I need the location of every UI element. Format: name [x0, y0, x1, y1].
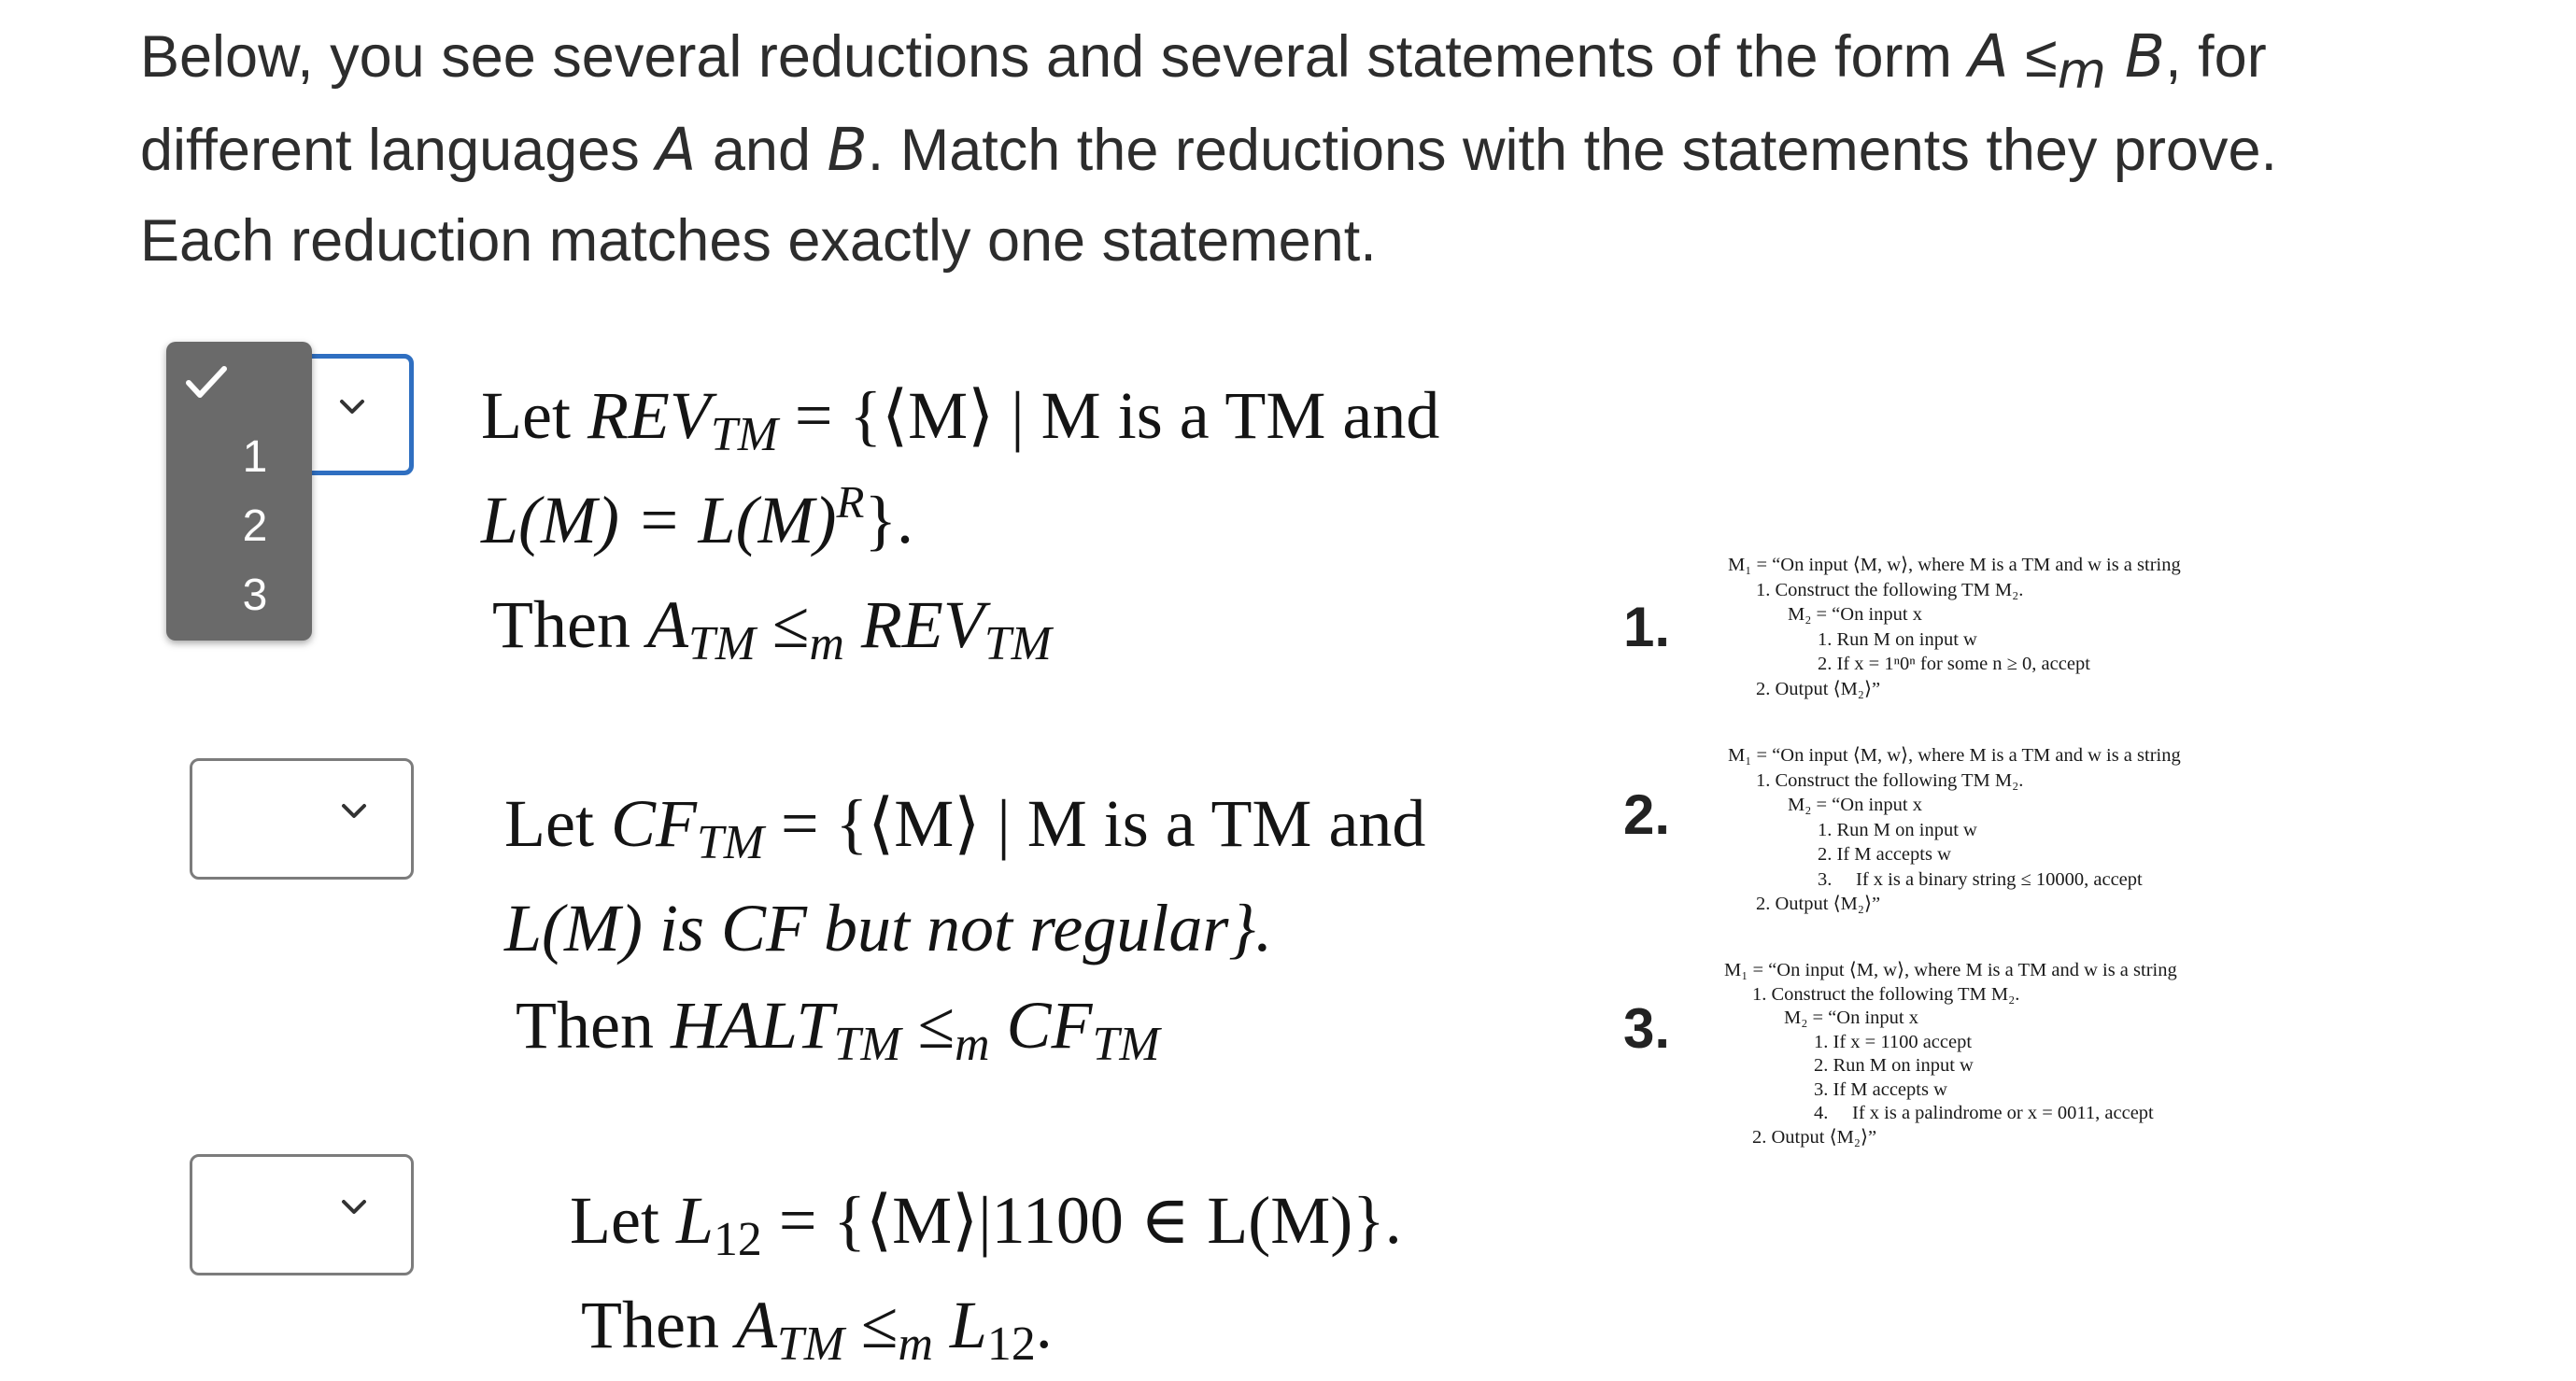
reduction-number-1: 1.	[1623, 596, 1671, 658]
reduction-line: M₂ = “On input x	[1784, 1008, 1918, 1028]
reduction-line: M₂ = “On input x	[1788, 795, 1922, 815]
reduction-number-2: 2.	[1623, 783, 1671, 846]
reduction-line: M₂ = “On input x	[1788, 604, 1922, 625]
statement-3	[570, 1172, 1402, 1381]
reduction-line: 3. If x is a binary string ≤ 10000, accept	[1818, 868, 2143, 890]
reduction-line: 2. Run M on input w	[1814, 1055, 1974, 1076]
reduction-line: 4. If x is a palindrome or x = 0011, accept	[1814, 1103, 2154, 1123]
reduction-line: 2. Output ⟨M₂⟩”	[1752, 1126, 1877, 1148]
chevron-down-icon	[336, 391, 368, 423]
chevron-down-icon	[338, 796, 370, 827]
statement-claim: Then ATM ≤m L12.	[581, 1288, 1053, 1372]
reduction-line: 2. Output ⟨M₂⟩”	[1756, 894, 1881, 914]
chevron-down-icon	[338, 1191, 370, 1223]
statement-claim: Then HALTTM ≤m CFTM	[516, 988, 1160, 1072]
statement-definition-cont: $L(M) = L(M)^R$}.	[481, 476, 913, 557]
reduction-2	[1728, 743, 2181, 917]
reduction-line: 1. Construct the following TM M₂.	[1756, 769, 2024, 791]
statement-2	[504, 775, 1425, 1081]
reduction-number-3: 3.	[1623, 997, 1671, 1060]
statement-definition: Let REVTM = {⟨M⟩ | M is a TM and	[481, 378, 1440, 462]
reduction-line: M₁ = “On input ⟨M, w⟩, where M is a TM and w is a string	[1724, 960, 2177, 980]
instructions-line-1: Below, you see several reductions and several statements of the form A ≤m B, for	[140, 22, 2267, 100]
match-select-3[interactable]	[190, 1154, 414, 1275]
checkmark-icon	[185, 364, 228, 402]
reduction-line: 1. Construct the following TM M₂.	[1752, 983, 2020, 1005]
instructions-line-3: Each reduction matches exactly one statement.	[140, 208, 1377, 274]
reduction-line: 1. Construct the following TM M₂.	[1756, 579, 2024, 600]
reduction-line: 1. Run M on input w	[1818, 819, 1977, 840]
reduction-line: M₁ = “On input ⟨M, w⟩, where M is a TM and w is a string	[1728, 745, 2181, 766]
statement-1	[481, 367, 1439, 681]
statement-claim: Then ATM ≤m REVTM	[492, 587, 1052, 671]
reduction-line: 2. Output ⟨M₂⟩”	[1756, 678, 1881, 699]
instructions	[140, 11, 2382, 287]
match-select-2[interactable]	[190, 758, 414, 880]
reduction-line: 3. If M accepts w	[1814, 1078, 1947, 1100]
reduction-line: 2. If M accepts w	[1818, 844, 1951, 865]
dropdown-option-1[interactable]: 1	[242, 432, 268, 482]
dropdown-options-popup	[166, 342, 312, 641]
reduction-line: 1. Run M on input w	[1818, 628, 1977, 650]
reduction-1	[1728, 553, 2181, 701]
reduction-line: M₁ = “On input ⟨M, w⟩, where M is a TM and w is a string	[1728, 555, 2181, 575]
reduction-line: 2. If x = 1ⁿ0ⁿ for some n ≥ 0, accept	[1818, 654, 2090, 674]
reduction-3	[1724, 959, 2177, 1149]
statement-definition-cont: L(M) is CF but not regular}.	[504, 891, 1273, 965]
statement-definition: Let CFTM = {⟨M⟩ | M is a TM and	[504, 786, 1426, 870]
dropdown-option-2[interactable]: 2	[242, 501, 268, 551]
dropdown-option-3[interactable]: 3	[242, 571, 268, 620]
instructions-line-2: different languages A and B. Match the reductions with the statements they prove.	[140, 116, 2277, 184]
reduction-line: 1. If x = 1100 accept	[1814, 1031, 1973, 1052]
statement-definition: Let L12 = {⟨M⟩|1100 ∈ L(M)}.	[570, 1183, 1402, 1267]
